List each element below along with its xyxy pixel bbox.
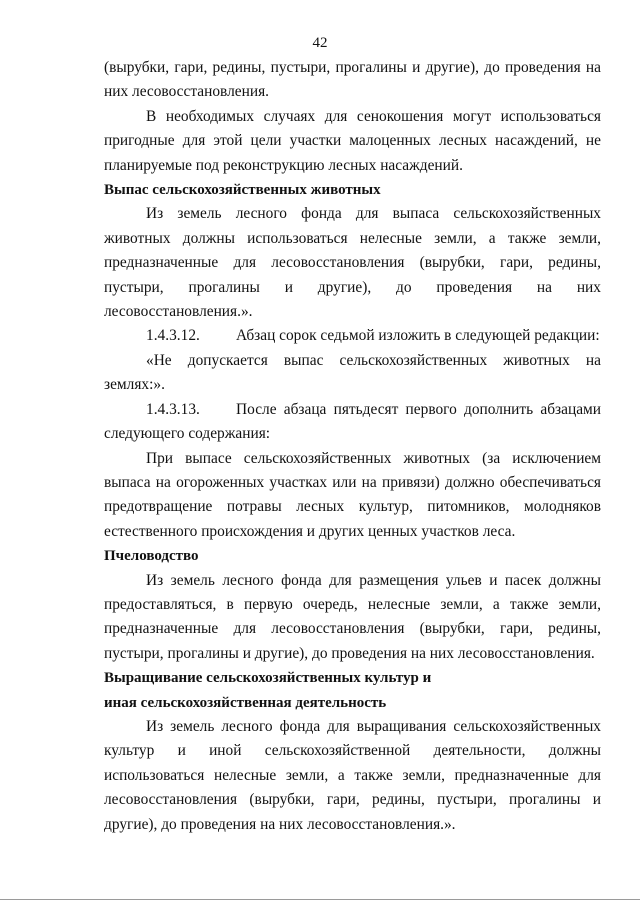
paragraph-continuation: (вырубки, гари, редины, пустыри, прогалины и другие), до проведения на них лесовосстановления. (104, 59, 601, 101)
clause-1-4-3-12 (104, 324, 601, 348)
paragraph-grazing-lands: Из земель лесного фонда для выпаса сельскохозяйственных животных должны использоваться нелесные земли, а также земли, предназначенные для лесовосстановления (вырубки, гари, редины, пустыри, прогалины и другие), до проведения на них лесовосстановления.». (104, 205, 601, 321)
paragraph-beekeeping: Из земель лесного фонда для размещения ульев и пасек должны предоставляться, в первую очередь, нелесные земли, а также земли, предназначенные для лесовосстановления (вырубки, гари, редины, пустыри, прогалины и другие), до проведения на них лесовосстановления. (104, 571, 601, 662)
section-heading-cultivation-line2: иная сельскохозяйственная деятельность (104, 694, 387, 711)
clause-text: После абзаца пятьдесят первого дополнить абзацами следующего содержания: (104, 400, 601, 443)
paragraph-cultivation: Из земель лесного фонда для выращивания сельскохозяйственных культур и иной сельскохозяйственной деятельности, должны использоваться нелесные земли, а также земли, предназначенные для лесовосстановления (вырубки, гари, редины, пустыри, прогалины и другие), до проведения на них лесовосстановления.». (104, 717, 601, 833)
paragraph-grazing-prohibited: «Не допускается выпас сельскохозяйственных животных на землях:». (104, 351, 601, 394)
page-number: 42 (312, 35, 328, 51)
clause-text: Абзац сорок седьмой изложить в следующей редакции: (236, 327, 600, 345)
section-heading-cultivation-line1: Выращивание сельскохозяйственных культур и (104, 670, 432, 687)
paragraph-haymaking: В необходимых случаях для сенокошения могут использоваться пригодные для этой цели участки малоценных лесных насаждений, не планируемые под реконструкцию лесных насаждений. (104, 107, 601, 174)
clause-number: 1.4.3.12. (146, 327, 200, 345)
section-heading-beekeeping: Пчеловодство (104, 548, 199, 565)
clause-number: 1.4.3.13. (146, 400, 200, 418)
page-bottom-rule (0, 899, 640, 900)
paragraph-grazing-protection: При выпасе сельскохозяйственных животных (за исключением выпаса на огороженных участках или на привязи) должно обеспечиваться предотвращение потравы лесных культур, питомников, молодняков естественного происхождения и других ценных участков леса. (104, 449, 601, 540)
section-heading-grazing: Выпас сельскохозяйственных животных (104, 182, 381, 199)
clause-1-4-3-13 (104, 398, 601, 447)
document-body (104, 56, 601, 837)
